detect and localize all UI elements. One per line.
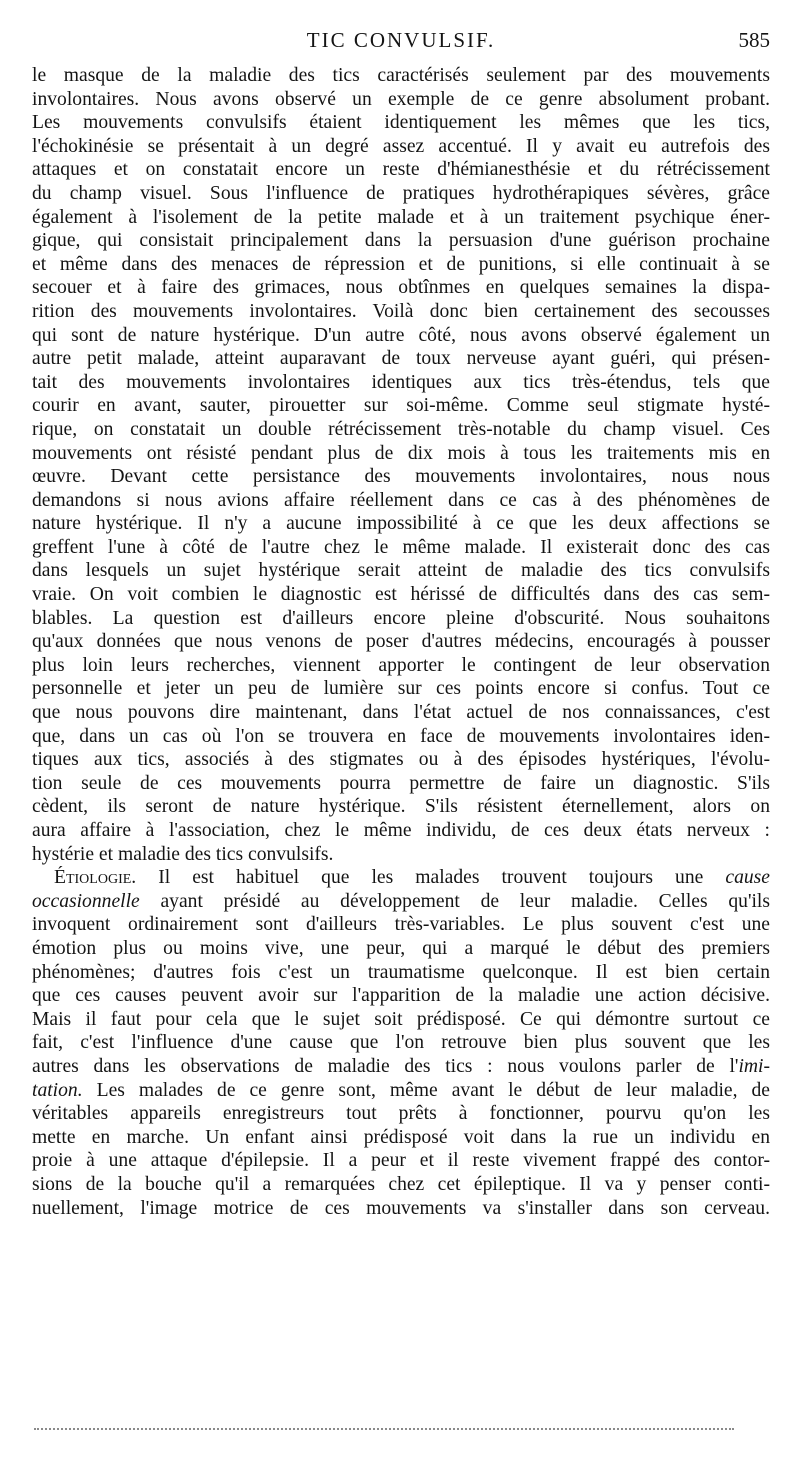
text-line: dans lesquels un sujet hystérique serait atteint de maladie des tics convulsifs xyxy=(32,560,770,582)
paragraph-hysteria xyxy=(32,64,770,866)
text-line: que ces causes peuvent avoir sur l'apparition de la maladie une action décisive. xyxy=(32,985,770,1007)
text-line: invoquent ordinairement sont d'ailleurs très-variables. Le plus souvent c'est une xyxy=(32,914,770,936)
text-line: phénomènes; d'autres fois c'est un traumatisme quelconque. Il est bien certain xyxy=(32,961,770,983)
text-line: que, dans un cas où l'on se trouvera en face de mouvements involontaires iden- xyxy=(32,725,770,747)
italic-term: imi- xyxy=(738,1055,770,1077)
text-line: rique, on constatait un double rétrécissement très-notable du champ visuel. Ces xyxy=(32,418,770,440)
text-span: Les malades de ce genre sont, même avant le début de leur maladie, de xyxy=(82,1079,770,1101)
italic-term: tation. xyxy=(32,1079,83,1101)
text-line: qu'aux données que nous venons de poser d'autres médecins, encouragés à pousser xyxy=(32,631,770,653)
text-span: autres dans les observations de maladie des tics : nous voulons parler de l' xyxy=(32,1055,739,1077)
running-title: TIC CONVULSIF. xyxy=(306,28,496,52)
text-line: l'échokinésie se présentait à un degré assez accentué. Il y avait eu autrefois des xyxy=(32,135,770,157)
text-line: proie à une attaque d'épilepsie. Il a peur et il reste vivement frappé des contor- xyxy=(32,1150,770,1172)
text-line: vraie. On voit combien le diagnostic est hérissé de difficultés dans des cas sem- xyxy=(32,584,770,606)
text-line: également à l'isolement de la petite malade et à un traitement psychique éner- xyxy=(32,206,770,228)
text-line: tion seule de ces mouvements pourra permettre de faire un diagnostic. S'ils xyxy=(32,772,770,794)
text-line: hystérie et maladie des tics convulsifs. xyxy=(32,843,334,865)
text-line: que nous pouvons dire maintenant, dans l'état actuel de nos connaissances, c'est xyxy=(32,702,770,724)
text-line: courir en avant, sauter, pirouetter sur soi-même. Comme seul stigmate hysté- xyxy=(32,395,770,417)
text-line: autre petit malade, atteint auparavant de toux nerveuse ayant guéri, qui présen- xyxy=(32,348,770,370)
text-line: le masque de la maladie des tics caractérisés seulement par des mouvements xyxy=(32,65,770,86)
text-line: greffent l'une à côté de l'autre chez le même malade. Il existerait donc des cas xyxy=(32,536,770,558)
text-line: et même dans des menaces de répression et de punitions, si elle continuait à se xyxy=(32,253,770,275)
text-line: aura affaire à l'association, chez le même individu, de ces deux états nerveux : xyxy=(32,820,770,841)
text-line: demandons si nous avions affaire réellement dans ce cas à des phénomènes de xyxy=(32,489,770,511)
text-line: plus loin leurs recherches, viennent apporter le contingent de leur observation xyxy=(32,654,770,676)
text-line: qui sont de nature hystérique. D'un autre côté, nous avons observé également un xyxy=(32,324,770,346)
text-line: nuellement, l'image motrice de ces mouvements va s'installer dans son cerveau. xyxy=(32,1197,770,1219)
text-line: émotion plus ou moins vive, une peur, qui a marqué le début des premiers xyxy=(32,937,770,959)
text-line: blables. La question est d'ailleurs encore pleine d'obscurité. Nous souhaitons xyxy=(32,607,770,629)
page-number: 585 xyxy=(738,28,770,52)
text-line xyxy=(32,866,770,890)
page-header xyxy=(32,28,770,56)
text-line: mouvements ont résisté pendant plus de dix mois à tous les traitements mis en xyxy=(32,442,770,464)
text-line: secouer et à faire des grimaces, nous obtînmes en quelques semaines la dispa- xyxy=(32,277,770,299)
text-line: œuvre. Devant cette persistance des mouvements involontaires, nous nous xyxy=(32,466,770,488)
text-line: involontaires. Nous avons observé un exemple de ce genre absolument probant. xyxy=(32,88,770,110)
text-line: tait des mouvements involontaires identiques aux tics très-étendus, tels que xyxy=(32,371,770,393)
text-line: véritables appareils enregistreurs tout prêts à fonctionner, pourvu qu'on les xyxy=(32,1103,770,1125)
section-heading: Étiologie. xyxy=(54,867,137,889)
text-line: tiques aux tics, associés à des stigmates ou à des épisodes hystériques, l'évolu- xyxy=(32,749,770,771)
text-line: personnelle et jeter un peu de lumière sur ces points encore si confus. Tout ce xyxy=(32,678,770,700)
text-span: ayant présidé au développement de leur maladie. Celles qu'ils xyxy=(139,890,770,912)
text-line: attaques et on constatait encore un reste d'hémianesthésie et du rétrécissement xyxy=(32,159,770,181)
text-line: nature hystérique. Il n'y a aucune impossibilité à ce que les deux affections se xyxy=(32,513,770,535)
text-line xyxy=(32,1079,770,1103)
text-line: du champ visuel. Sous l'influence de pratiques hydrothérapiques sévères, grâce xyxy=(32,182,770,204)
paragraph-etiology xyxy=(32,866,770,1220)
footer-dotted-rule xyxy=(34,1428,734,1430)
body-text xyxy=(32,64,770,1220)
text-line: Mais il faut pour cela que le sujet soit prédisposé. Ce qui démontre surtout ce xyxy=(32,1008,770,1030)
text-line: fait, c'est l'influence d'une cause que l'on retrouve bien plus souvent que les xyxy=(32,1032,770,1054)
text-line: Les mouvements convulsifs étaient identiquement les mêmes que les tics, xyxy=(32,112,770,134)
text-line xyxy=(32,1055,770,1079)
text-line: sions de la bouche qu'il a remarquées chez cet épileptique. Il va y penser conti- xyxy=(32,1173,770,1195)
text-line: mette en marche. Un enfant ainsi prédisposé voit dans la rue un individu en xyxy=(32,1126,770,1148)
text-line: cèdent, ils seront de nature hystérique. S'ils résistent éternellement, alors on xyxy=(32,796,770,818)
text-line xyxy=(32,890,770,914)
text-span: Il est habituel que les malades trouvent toujours une xyxy=(136,867,726,889)
text-line: gique, qui consistait principalement dans la persuasion d'une guérison prochaine xyxy=(32,230,770,252)
text-line: rition des mouvements involontaires. Voilà donc bien certainement des secousses xyxy=(32,300,770,322)
italic-term: cause xyxy=(725,867,770,889)
italic-term: occasionnelle xyxy=(32,890,140,912)
